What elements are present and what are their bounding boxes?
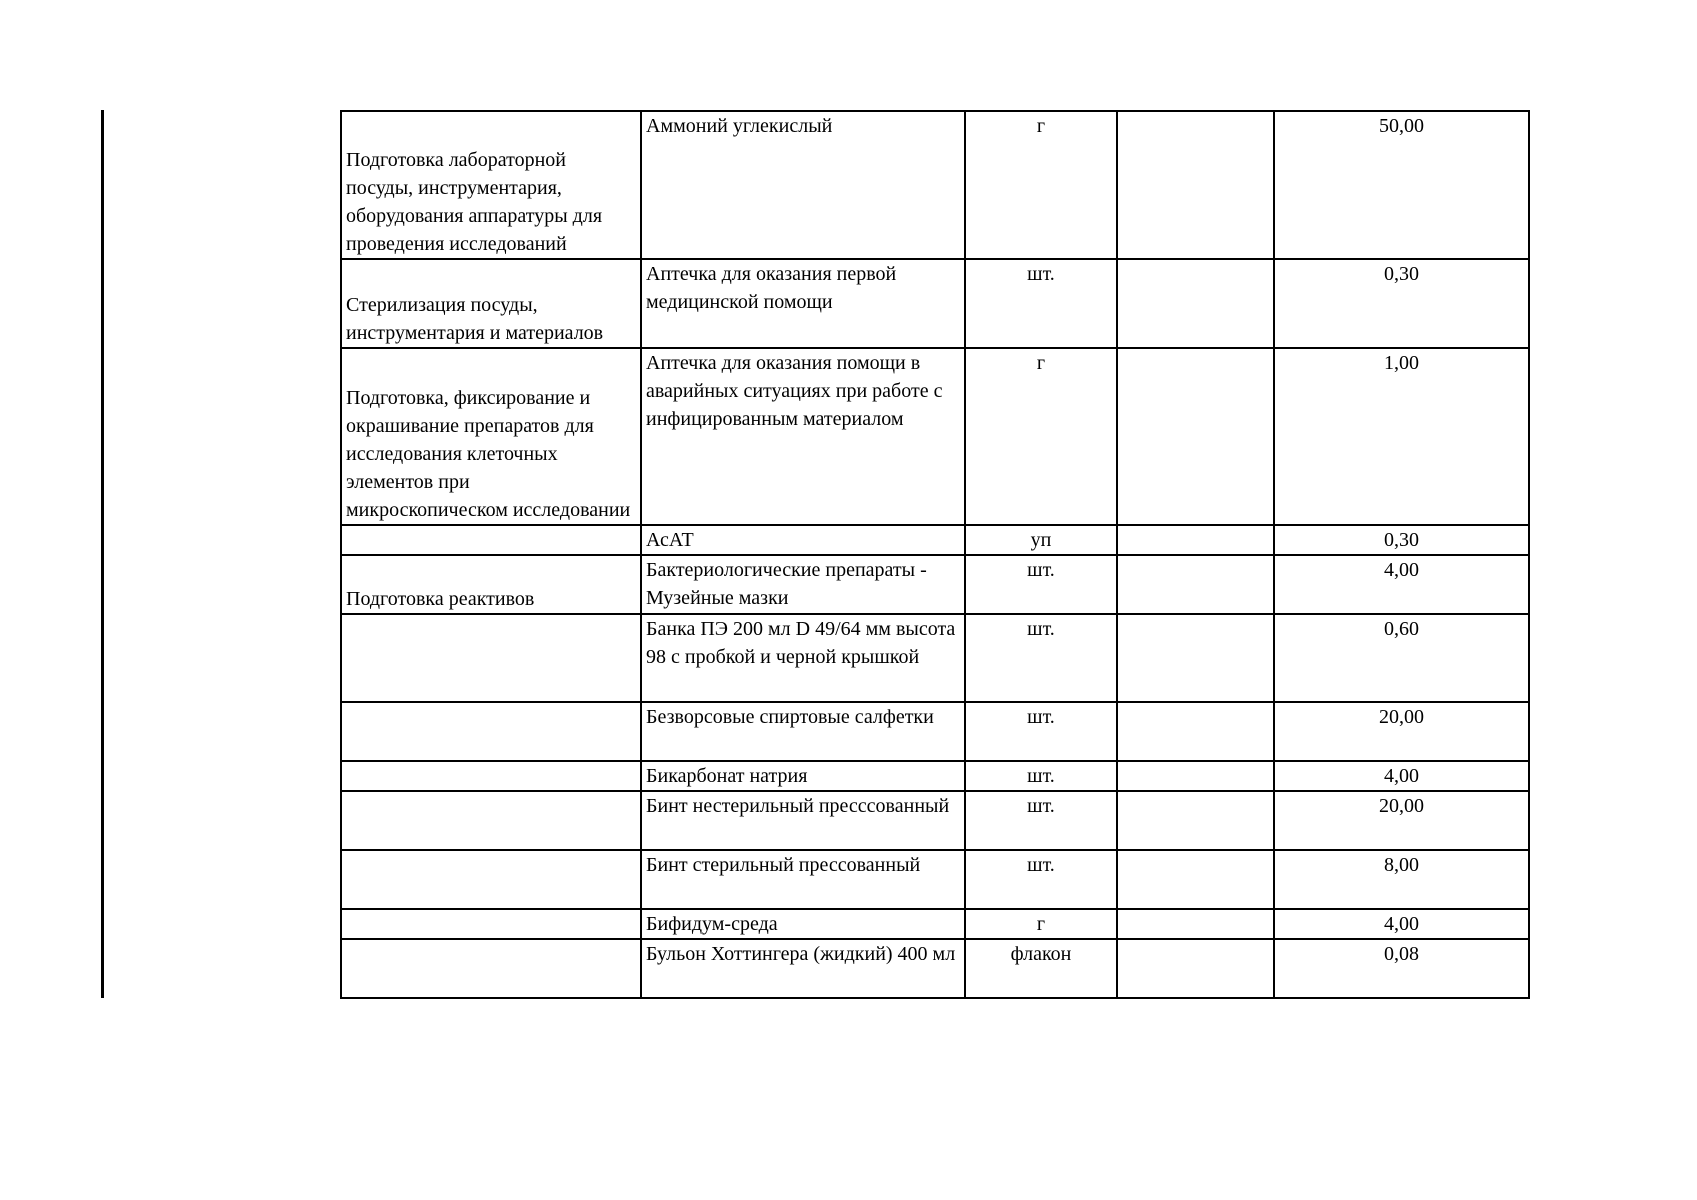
unit-cell: г [965, 111, 1117, 259]
left-margin-rule [101, 110, 104, 998]
table-row [341, 702, 1529, 761]
material-cell: Бикарбонат натрия [641, 761, 965, 791]
unit-cell: шт. [965, 791, 1117, 850]
table-row [341, 525, 1529, 555]
material-cell: Аптечка для оказания помощи в аварийных ситуациях при работе с инфицированным материалом [641, 348, 965, 525]
material-cell: Аммоний углекислый [641, 111, 965, 259]
table-row [341, 614, 1529, 702]
table-row [341, 761, 1529, 791]
material-cell: Бинт нестерильный пресссованный [641, 791, 965, 850]
material-cell: Бульон Хоттингера (жидкий) 400 мл [641, 939, 965, 998]
quantity-cell: 0,30 [1274, 259, 1529, 348]
operation-cell: Подготовка реактивов [341, 555, 641, 614]
empty-cell [1117, 111, 1274, 259]
operation-cell [341, 525, 641, 555]
unit-cell: шт. [965, 259, 1117, 348]
material-cell: Безворсовые спиртовые салфетки [641, 702, 965, 761]
material-cell: Бинт стерильный прессованный [641, 850, 965, 909]
operation-cell [341, 702, 641, 761]
empty-cell [1117, 850, 1274, 909]
unit-cell: шт. [965, 614, 1117, 702]
table-row [341, 850, 1529, 909]
quantity-cell: 4,00 [1274, 555, 1529, 614]
operation-cell: Подготовка лабораторной посуды, инструментария, оборудования аппаратуры для проведения исследований [341, 111, 641, 259]
empty-cell [1117, 702, 1274, 761]
empty-cell [1117, 259, 1274, 348]
quantity-cell: 50,00 [1274, 111, 1529, 259]
quantity-cell: 4,00 [1274, 761, 1529, 791]
table-row [341, 939, 1529, 998]
table-row [341, 555, 1529, 614]
material-cell: Аптечка для оказания первой медицинской помощи [641, 259, 965, 348]
operation-cell [341, 614, 641, 702]
material-cell: Бифидум-среда [641, 909, 965, 939]
unit-cell: г [965, 909, 1117, 939]
unit-cell: шт. [965, 761, 1117, 791]
empty-cell [1117, 348, 1274, 525]
material-cell: Банка ПЭ 200 мл D 49/64 мм высота 98 с пробкой и черной крышкой [641, 614, 965, 702]
operation-cell [341, 761, 641, 791]
operation-cell [341, 791, 641, 850]
material-cell: Бактериологические препараты - Музейные мазки [641, 555, 965, 614]
quantity-cell: 20,00 [1274, 702, 1529, 761]
operation-cell: Подготовка, фиксирование и окрашивание препаратов для исследования клеточных элементов при микроскопическом исследовании [341, 348, 641, 525]
empty-cell [1117, 791, 1274, 850]
quantity-cell: 0,30 [1274, 525, 1529, 555]
table-row [341, 791, 1529, 850]
empty-cell [1117, 614, 1274, 702]
quantity-cell: 1,00 [1274, 348, 1529, 525]
unit-cell: шт. [965, 850, 1117, 909]
unit-cell: флакон [965, 939, 1117, 998]
table-row [341, 259, 1529, 348]
quantity-cell: 0,08 [1274, 939, 1529, 998]
empty-cell [1117, 939, 1274, 998]
material-cell: АсАТ [641, 525, 965, 555]
quantity-cell: 8,00 [1274, 850, 1529, 909]
table-row [341, 909, 1529, 939]
operation-cell [341, 909, 641, 939]
unit-cell: шт. [965, 555, 1117, 614]
operation-cell: Стерилизация посуды, инструментария и материалов [341, 259, 641, 348]
quantity-cell: 4,00 [1274, 909, 1529, 939]
table-row [341, 111, 1529, 259]
empty-cell [1117, 761, 1274, 791]
quantity-cell: 20,00 [1274, 791, 1529, 850]
empty-cell [1117, 555, 1274, 614]
operation-cell [341, 939, 641, 998]
empty-cell [1117, 525, 1274, 555]
materials-table [340, 110, 1530, 999]
empty-cell [1117, 909, 1274, 939]
unit-cell: г [965, 348, 1117, 525]
operation-cell [341, 850, 641, 909]
unit-cell: уп [965, 525, 1117, 555]
unit-cell: шт. [965, 702, 1117, 761]
table-row [341, 348, 1529, 525]
quantity-cell: 0,60 [1274, 614, 1529, 702]
